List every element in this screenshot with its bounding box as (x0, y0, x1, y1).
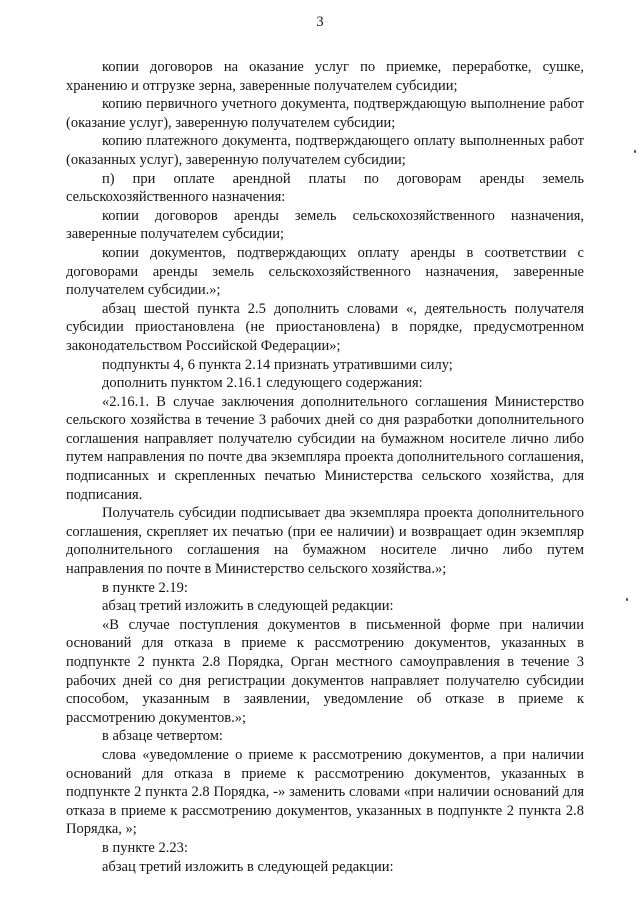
page-number: 3 (316, 14, 324, 30)
scan-mark (634, 150, 636, 153)
paragraph: дополнить пунктом 2.16.1 следующего содержания: (102, 375, 423, 392)
paragraph: абзац шестой пункта 2.5 дополнить словами «, деятельность получателя субсидии приостановлена (не приостановлена) в порядке, предусмотренном законодательством Российской Федерации»; (66, 300, 584, 354)
paragraph: в пункте 2.19: (102, 579, 188, 596)
paragraph: копии документов, подтверждающих оплату аренды в соответствии с договорами аренды земель сельскохозяйственного назначения, заверенные получателем субсидии.»; (66, 244, 584, 299)
paragraph: копии договоров аренды земель сельскохозяйственного назначения, заверенные получателем субсидии; (66, 207, 584, 243)
paragraph: «В случае поступления документов в письменной форме при наличии оснований для отказа в приеме к рассмотрению документов, указанных в подпункте 2 пункта 2.8 Порядка, Орган местного самоуправления в течение 3 рабочих дней со дня регистрации документов направляет получателю субсидии способом, указанным в заявлении, уведомление об отказе в приеме к рассмотрению документов.»; (66, 616, 584, 726)
document-body (66, 58, 584, 876)
paragraph: в абзаце четвертом: (102, 728, 223, 745)
paragraph: абзац третий изложить в следующей редакции: (102, 858, 394, 875)
paragraph: копию первичного учетного документа, подтверждающую выполнение работ (оказание услуг), заверенную получателем субсидии; (66, 96, 584, 131)
scan-mark (626, 598, 628, 601)
paragraph: подпункты 4, 6 пункта 2.14 признать утратившими силу; (102, 356, 453, 373)
paragraph: копии договоров на оказание услуг по приемке, переработке, сушке, хранению и отгрузке зерна, заверенные получателем субсидии; (66, 59, 584, 94)
paragraph: Получатель субсидии подписывает два экземпляра проекта дополнительного соглашения, скрепляет их печатью (при ее наличии) и возвращает один экземпляр дополнительного соглашения на бумажном носителе лично либо путем направления по почте в Министерство сельского хозяйства.»; (66, 505, 584, 578)
paragraph: копию платежного документа, подтверждающего оплату выполненных работ (оказанных услуг), заверенную получателем субсидии; (66, 133, 584, 168)
paragraph: в пункте 2.23: (102, 839, 188, 856)
paragraph: абзац третий изложить в следующей редакции: (102, 598, 394, 615)
paragraph: «2.16.1. В случае заключения дополнительного соглашения Министерство сельского хозяйства в течение 3 рабочих дней со дня разработки дополнительного соглашения направляет получателю субсидии на бумажном носителе лично либо путем направления по почте два экземпляра проекта дополнительного соглашения, подписанных и скрепленных печатью Министерства сельского хозяйства, для подписания. (66, 393, 584, 503)
paragraph: п) при оплате арендной платы по договорам аренды земель сельскохозяйственного назначения: (66, 170, 584, 206)
paragraph: слова «уведомление о приеме к рассмотрению документов, а при наличии оснований для отказа в приеме к рассмотрению документов, указанных в подпункте 2 пункта 2.8 Порядка, -» заменить словами «при наличии оснований для отказа в приеме к рассмотрению документов, указанных в подпункте 2 пункта 2.8 Порядка, »; (66, 746, 584, 838)
